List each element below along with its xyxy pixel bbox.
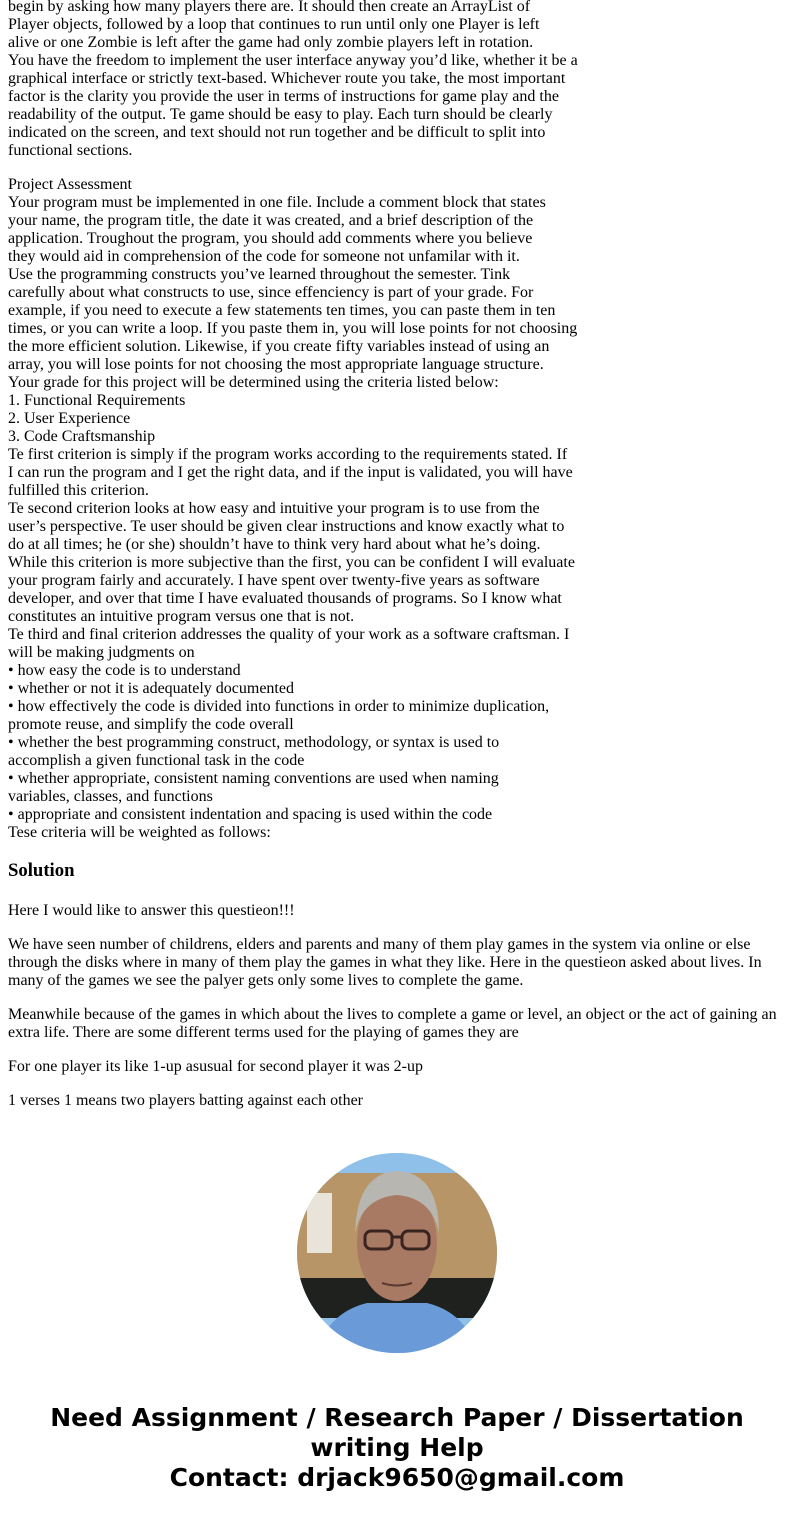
text-line: Your grade for this project will be determined using the criteria listed below: <box>8 374 499 391</box>
text-line: readability of the output. Te game should be easy to play. Each turn should be clearly <box>8 106 553 123</box>
text-line: promote reuse, and simplify the code overall <box>8 716 294 733</box>
text-line: Use the programming constructs you’ve learned throughout the semester. Tink <box>8 266 511 283</box>
solution-paragraph: For one player its like 1-up asusual for second player it was 2-up <box>8 1058 424 1075</box>
text-line: array, you will lose points for not choosing the most appropriate language structure. <box>8 356 544 373</box>
question-text <box>8 0 788 858</box>
text-line: Your program must be implemented in one file. Include a comment block that states <box>8 194 546 211</box>
text-line: • appropriate and consistent indentation and spacing is used within the code <box>8 806 493 823</box>
text-line: • whether appropriate, consistent naming conventions are used when naming <box>8 770 499 787</box>
text-line: While this criterion is more subjective than the first, you can be confident I will evaluate <box>8 554 575 571</box>
text-line: begin by asking how many players there are. It should then create an ArrayList of <box>8 0 531 15</box>
text-line: graphical interface or strictly text-based. Whichever route you take, the most important <box>8 70 566 87</box>
text-line: carefully about what constructs to use, since effenciency is part of your grade. For <box>8 284 534 301</box>
text-line: 3. Code Craftsmanship <box>8 428 156 445</box>
text-line: 2. User Experience <box>8 410 131 427</box>
text-line: alive or one Zombie is left after the game had only zombie players left in rotation. <box>8 34 534 51</box>
text-line: Te second criterion looks at how easy and intuitive your program is to use from the <box>8 500 540 517</box>
text-line: factor is the clarity you provide the user in terms of instructions for game play and the <box>8 88 559 105</box>
banner-contact: Contact: drjack9650@gmail.com <box>169 1463 625 1492</box>
text-line: Project Assessment <box>8 176 132 193</box>
text-line: your name, the program title, the date it was created, and a brief description of the <box>8 212 534 229</box>
text-line: accomplish a given functional task in the code <box>8 752 305 769</box>
text-line: I can run the program and I get the right data, and if the input is validated, you will have <box>8 464 573 481</box>
text-line: • how easy the code is to understand <box>8 662 241 679</box>
solution-body <box>8 902 786 1126</box>
text-line: your program fairly and accurately. I have spent over twenty-five years as software <box>8 572 540 589</box>
text-line: user’s perspective. Te user should be given clear instructions and know exactly what to <box>8 518 565 535</box>
banner-line-1: Need Assignment / Research Paper / Dissertation <box>50 1403 744 1432</box>
text-line: Te third and final criterion addresses the quality of your work as a software craftsman. I <box>8 626 570 643</box>
text-line: indicated on the screen, and text should not run together and be difficult to split into <box>8 124 546 141</box>
text-line: • how effectively the code is divided into functions in order to minimize duplication, <box>8 698 550 715</box>
text-line: fulfilled this criterion. <box>8 482 149 499</box>
text-line: will be making judgments on <box>8 644 195 661</box>
text-line: do at all times; he (or she) shouldn’t have to think very hard about what he’s doing. <box>8 536 541 553</box>
contact-banner <box>0 1403 794 1493</box>
text-line: Te first criterion is simply if the program works according to the requirements stated. If <box>8 446 568 463</box>
solution-paragraph: Meanwhile because of the games in which about the lives to complete a game or level, an object or the act of gaining an extra life. There are some different terms used for the playing of games they are <box>8 1006 777 1041</box>
text-line: • whether the best programming construct, methodology, or syntax is used to <box>8 734 500 751</box>
text-line: functional sections. <box>8 142 133 159</box>
author-avatar <box>297 1153 497 1353</box>
text-line: they would aid in comprehension of the code for someone not unfamilar with it. <box>8 248 520 265</box>
solution-paragraph: Here I would like to answer this questieon!!! <box>8 902 295 919</box>
text-line: variables, classes, and functions <box>8 788 213 805</box>
text-line: the more efficient solution. Likewise, if you create fifty variables instead of using an <box>8 338 550 355</box>
banner-line-2: writing Help <box>310 1433 484 1462</box>
solution-heading: Solution <box>8 860 75 881</box>
text-line: Tese criteria will be weighted as follows: <box>8 824 271 841</box>
text-line: developer, and over that time I have evaluated thousands of programs. So I know what <box>8 590 562 607</box>
question-paragraph <box>8 0 788 160</box>
question-paragraph <box>8 176 788 842</box>
solution-paragraph: We have seen number of childrens, elders and parents and many of them play games in the system via online or else through the disks where in many of them play the games in what they like. Here in the questieon asked about lives. In many of the games we see the palyer gets only some lives to complete the game. <box>8 936 762 989</box>
text-line: example, if you need to execute a few statements ten times, you can paste them in ten <box>8 302 556 319</box>
text-line: 1. Functional Requirements <box>8 392 186 409</box>
author-photo-icon <box>297 1153 497 1353</box>
text-line: Player objects, followed by a loop that continues to run until only one Player is left <box>8 16 540 33</box>
solution-paragraph: 1 verses 1 means two players batting against each other <box>8 1092 363 1109</box>
text-line: application. Troughout the program, you should add comments where you believe <box>8 230 533 247</box>
text-line: • whether or not it is adequately documented <box>8 680 294 697</box>
text-line: times, or you can write a loop. If you paste them in, you will lose points for not choosing <box>8 320 578 337</box>
text-line: constitutes an intuitive program versus one that is not. <box>8 608 355 625</box>
text-line: You have the freedom to implement the user interface anyway you’d like, whether it be a <box>8 52 578 69</box>
